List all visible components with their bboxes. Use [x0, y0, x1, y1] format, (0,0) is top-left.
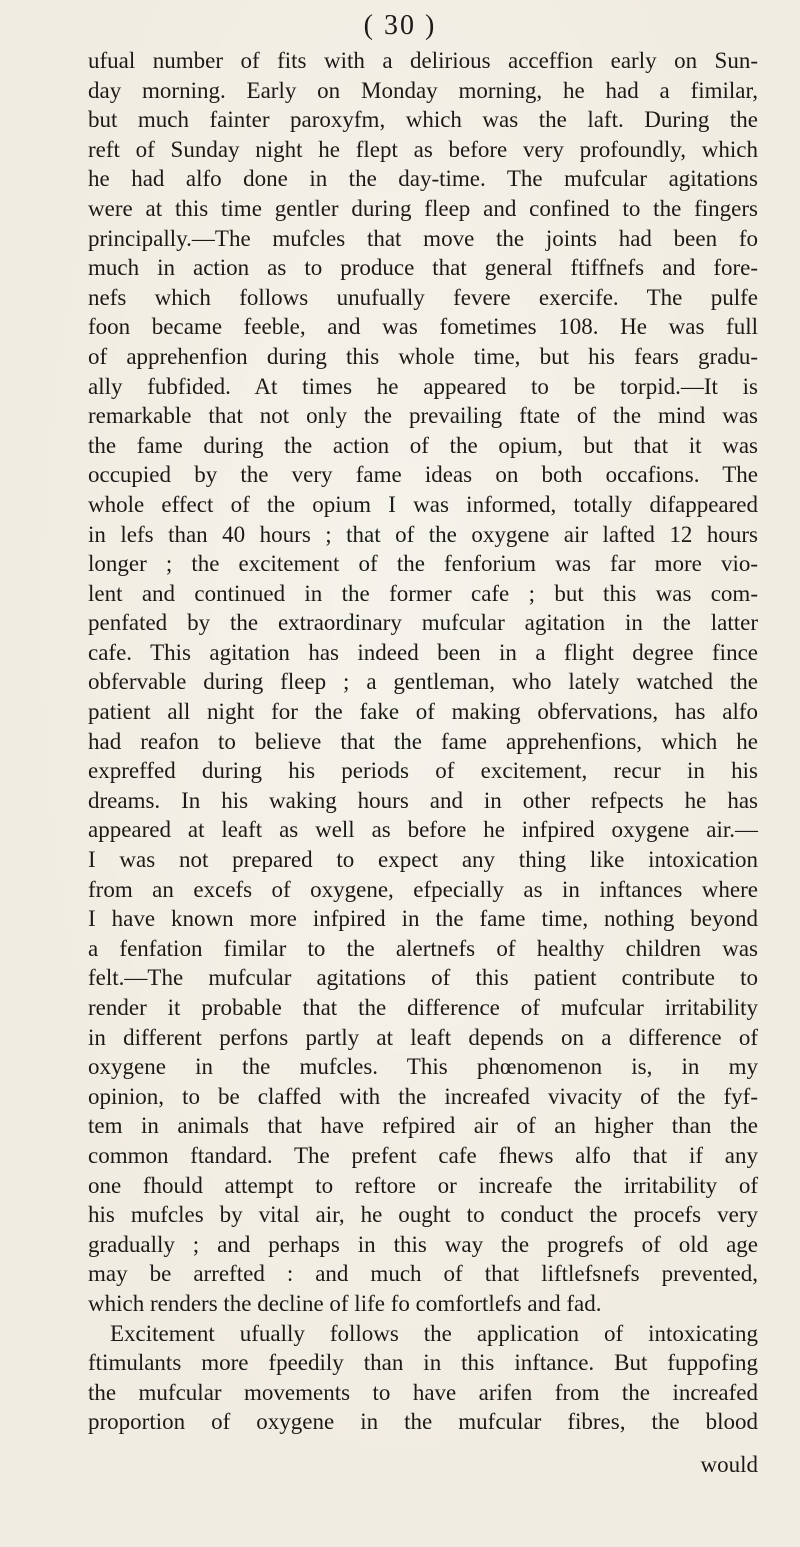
- text-line: longer ; the excitement of the fenforium was far more vio-: [88, 551, 758, 577]
- body-text: [88, 46, 758, 1437]
- text-line: may be arrefted : and much of that liftlefsnefs prevented,: [88, 1261, 758, 1287]
- text-line: oxygene in the mufcles. This phœnomenon is, in my: [88, 1054, 758, 1080]
- text-line: ftimulants more fpeedily than in this inftance. But fuppofing: [88, 1350, 758, 1376]
- text-line: appeared at leaft as well as before he infpired oxygene air.—: [88, 817, 758, 843]
- text-line: common ftandard. The prefent cafe fhews alfo that if any: [88, 1142, 758, 1168]
- text-line: gradually ; and perhaps in this way the progrefs of old age: [88, 1231, 758, 1257]
- text-line: I have known more infpired in the fame time, nothing beyond: [88, 906, 758, 932]
- text-line: his mufcles by vital air, he ought to conduct the procefs very: [88, 1202, 758, 1228]
- text-line: he had alfo done in the day-time. The mufcular agitations: [88, 166, 758, 192]
- text-line: much in action as to produce that general ftiffnefs and fore-: [88, 255, 758, 281]
- text-line: one fhould attempt to reftore or increafe the irritability of: [88, 1172, 758, 1198]
- text-line: the fame during the action of the opium, but that it was: [88, 432, 758, 458]
- text-line: obfervable during fleep ; a gentleman, who lately watched the: [88, 669, 758, 695]
- text-line: a fenfation fimilar to the alertnefs of healthy children was: [88, 935, 758, 961]
- text-line: ally fubfided. At times he appeared to be torpid.—It is: [88, 373, 758, 399]
- text-line: but much fainter paroxyfm, which was the laft. During the: [88, 107, 758, 133]
- text-line: reft of Sunday night he flept as before very profoundly, which: [88, 136, 758, 162]
- text-line: ufual number of fits with a delirious acceffion early on Sun-: [88, 48, 758, 73]
- text-line: I was not prepared to expect any thing like intoxication: [88, 847, 758, 873]
- text-line: lent and continued in the former cafe ; but this was com-: [88, 580, 758, 606]
- text-line: which renders the decline of life fo comfortlefs and fad.: [88, 1290, 602, 1316]
- text-line: principally.—The mufcles that move the joints had been fo: [88, 225, 758, 251]
- text-line: proportion of oxygene in the mufcular fibres, the blood: [88, 1409, 758, 1435]
- page-number: ( 30 ): [363, 10, 437, 41]
- text-line: cafe. This agitation has indeed been in a flight degree fince: [88, 639, 758, 665]
- text-line: the mufcular movements to have arifen from the increafed: [88, 1379, 758, 1405]
- text-line: nefs which follows unufually fevere exercife. The pulfe: [88, 284, 758, 310]
- text-line: foon became feeble, and was fometimes 108. He was full: [88, 314, 758, 340]
- text-line: had reafon to believe that the fame apprehenfions, which he: [88, 728, 758, 754]
- text-line: in different perfons partly at leaft depends on a difference of: [88, 1024, 758, 1050]
- text-line: of apprehenfion during this whole time, but his fears gradu-: [88, 343, 758, 369]
- text-line: dreams. In his waking hours and in other refpects he has: [88, 787, 758, 813]
- text-line: opinion, to be claffed with the increafed vivacity of the fyf-: [88, 1083, 758, 1109]
- text-line: from an excefs of oxygene, efpecially as in inftances where: [88, 876, 758, 902]
- text-line: patient all night for the fake of making obfervations, has alfo: [88, 699, 758, 725]
- text-line: expreffed during his periods of excitement, recur in his: [88, 758, 758, 784]
- text-line: whole effect of the opium I was informed, totally difappeared: [88, 491, 758, 517]
- text-line: tem in animals that have refpired air of an higher than the: [88, 1113, 758, 1139]
- text-line: felt.—The mufcular agitations of this patient contribute to: [88, 965, 758, 991]
- text-line: were at this time gentler during fleep and confined to the fingers: [88, 195, 758, 221]
- text-line: day morning. Early on Monday morning, he had a fimilar,: [88, 77, 758, 103]
- text-line: penfated by the extraordinary mufcular agitation in the latter: [88, 610, 758, 636]
- text-line: occupied by the very fame ideas on both occafions. The: [88, 462, 758, 488]
- catchword: would: [700, 1452, 758, 1477]
- text-line: Excitement ufually follows the application of intoxicating: [110, 1320, 758, 1346]
- text-line: in lefs than 40 hours ; that of the oxygene air lafted 12 hours: [88, 521, 758, 547]
- text-line: remarkable that not only the prevailing ftate of the mind was: [88, 403, 758, 429]
- text-line: render it probable that the difference of mufcular irritability: [88, 995, 758, 1020]
